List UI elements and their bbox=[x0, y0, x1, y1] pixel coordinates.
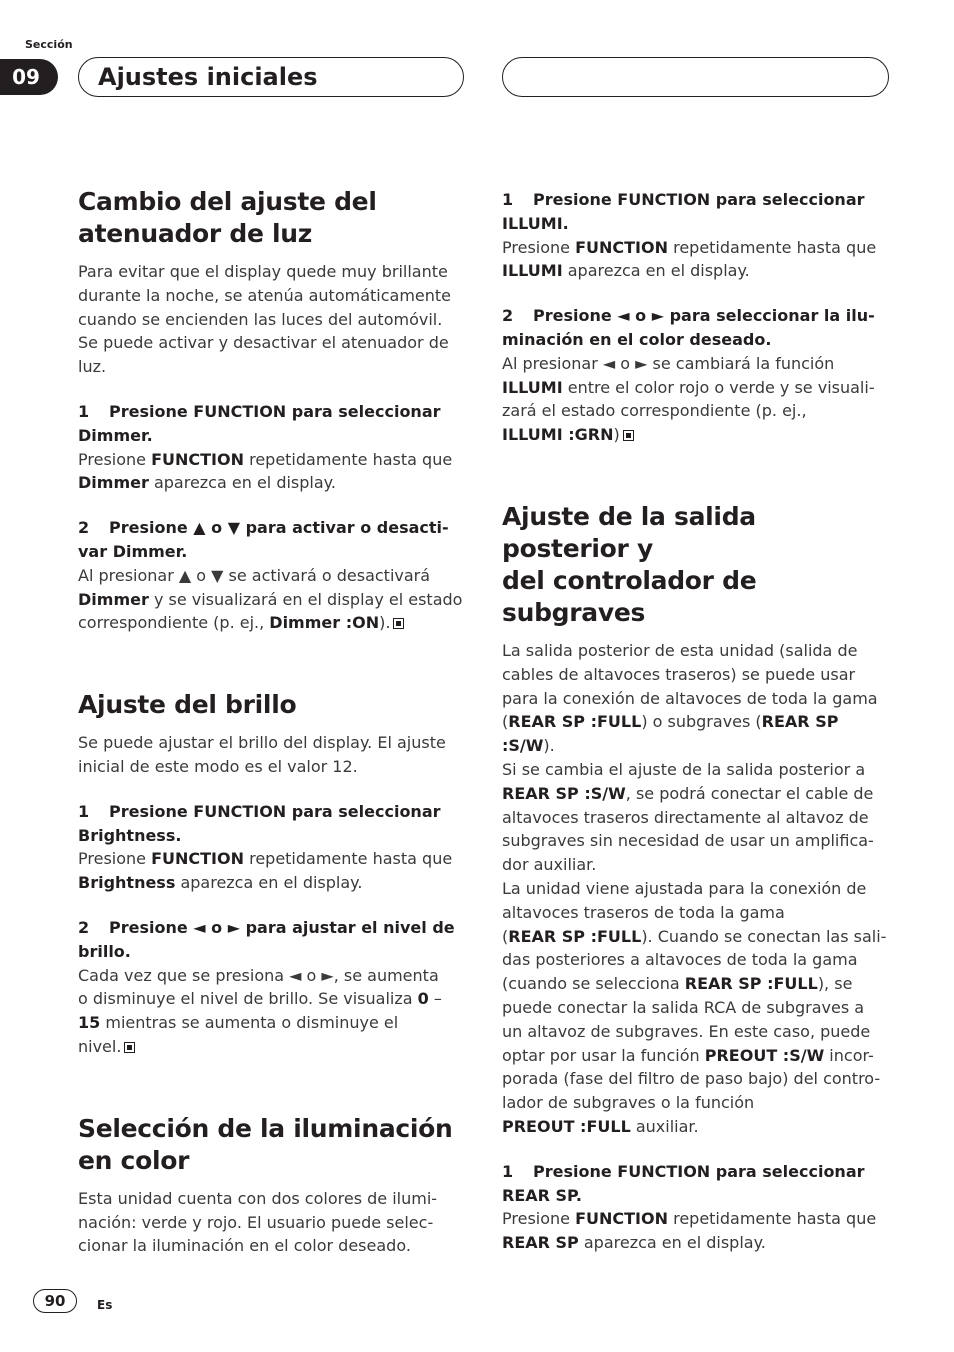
end-of-section-icon bbox=[124, 1042, 135, 1053]
brightness-step-2-heading: 2 Presione ◄ o ► para ajustar el nivel de brillo. bbox=[78, 917, 455, 961]
dimmer-step-2-body: Al presionar ▲ o ▼ se activará o desactivará Dimmer y se visualizará en el display el estado correspondiente (p. ej., Dimmer :ON). bbox=[78, 565, 463, 633]
section-number-badge: 09 bbox=[0, 59, 58, 95]
section-heading-illumination: Selección de la iluminación en color bbox=[78, 1113, 453, 1175]
illumination-intro: Esta unidad cuenta con dos colores de ilumi- nación: verde y rojo. El usuario puede selec- cionar la iluminación en el color deseado. bbox=[78, 1188, 438, 1256]
illumination-step-1-heading: 1 Presione FUNCTION para seleccionar ILLUMI. bbox=[502, 190, 865, 233]
page-number: 90 bbox=[33, 1289, 77, 1313]
section-label: Sección bbox=[25, 38, 73, 51]
rear-output-step-1-heading: 1 Presione FUNCTION para seleccionar REAR SP. bbox=[502, 1161, 865, 1205]
illumination-step-2-heading: 2 Presione ◄ o ► para seleccionar la ilu- minación en el color deseado. bbox=[502, 306, 875, 349]
brightness-intro: Se puede ajustar el brillo del display. El ajuste inicial de este modo es el valor 12. bbox=[78, 733, 446, 776]
brightness-step-1-body: Presione FUNCTION repetidamente hasta que Brightness aparezca en el display. bbox=[78, 849, 453, 893]
end-of-section-icon bbox=[623, 430, 634, 441]
rear-output-intro: La salida posterior de esta unidad (salida de cables de altavoces traseros) se puede usar para la conexión de altavoces de toda la gama (REAR SP :FULL) o subgraves (REAR SP :S/W). Si se cambia el ajuste de la salida posterior a REAR SP :S/W, se podrá conectar el cable de altavoces traseros directamente al altavoz de subgraves sin necesidad de usar un amplifica- dor auxiliar. La unidad viene ajustada para la conexión de altavoces traseros de toda la gama (REAR SP :FULL). Cuando se conectan las sali- das posteriores a altavoces de toda la gama (cuando se selecciona REAR SP :FULL), se puede conectar la salida RCA de subgraves a un altavoz de subgraves. En este caso, puede optar por usar la función PREOUT :S/W incor- porada (fase del filtro de paso bajo) del contro- lador de subgraves o la función PREOUT :FULL auxiliar. bbox=[502, 640, 887, 1136]
rear-output-step-1-body: Presione FUNCTION repetidamente hasta que REAR SP aparezca en el display. bbox=[502, 1209, 877, 1253]
header-empty-frame bbox=[502, 57, 889, 97]
illumination-step-2-body: Al presionar ◄ o ► se cambiará la función ILLUMI entre el color rojo o verde y se visuali- zará el estado correspondiente (p. ej., ILLUMI :GRN) bbox=[502, 353, 875, 445]
right-column bbox=[502, 188, 890, 1255]
section-heading-dimmer: Cambio del ajuste del atenuador de luz bbox=[78, 187, 377, 248]
dimmer-step-1-heading: 1 Presione FUNCTION para seleccionar Dimmer. bbox=[78, 401, 441, 445]
left-column bbox=[78, 186, 466, 1258]
dimmer-step-2-heading: 2 Presione ▲ o ▼ para activar o desacti- var Dimmer. bbox=[78, 518, 449, 561]
language-code: Es bbox=[97, 1298, 113, 1312]
brightness-step-1-heading: 1 Presione FUNCTION para seleccionar Brightness. bbox=[78, 801, 441, 845]
brightness-step-2-body: Cada vez que se presiona ◄ o ►, se aumenta o disminuye el nivel de brillo. Se visualiza 0 – 15 mientras se aumenta o disminuye el nivel. bbox=[78, 965, 442, 1056]
dimmer-intro: Para evitar que el display quede muy brillante durante la noche, se atenúa automáticamente cuando se encienden las luces del automóvil. Se puede activar y desactivar el atenuador de luz. bbox=[78, 262, 452, 377]
end-of-section-icon bbox=[393, 618, 404, 629]
page-title: Ajustes iniciales bbox=[98, 63, 318, 91]
section-heading-brightness: Ajuste del brillo bbox=[78, 690, 297, 720]
section-heading-rear-output: Ajuste de la salida posterior y del controlador de subgraves bbox=[502, 501, 757, 627]
dimmer-step-1-body: Presione FUNCTION repetidamente hasta que Dimmer aparezca en el display. bbox=[78, 449, 453, 493]
illumination-step-1-body: Presione FUNCTION repetidamente hasta que ILLUMI aparezca en el display. bbox=[502, 237, 877, 281]
